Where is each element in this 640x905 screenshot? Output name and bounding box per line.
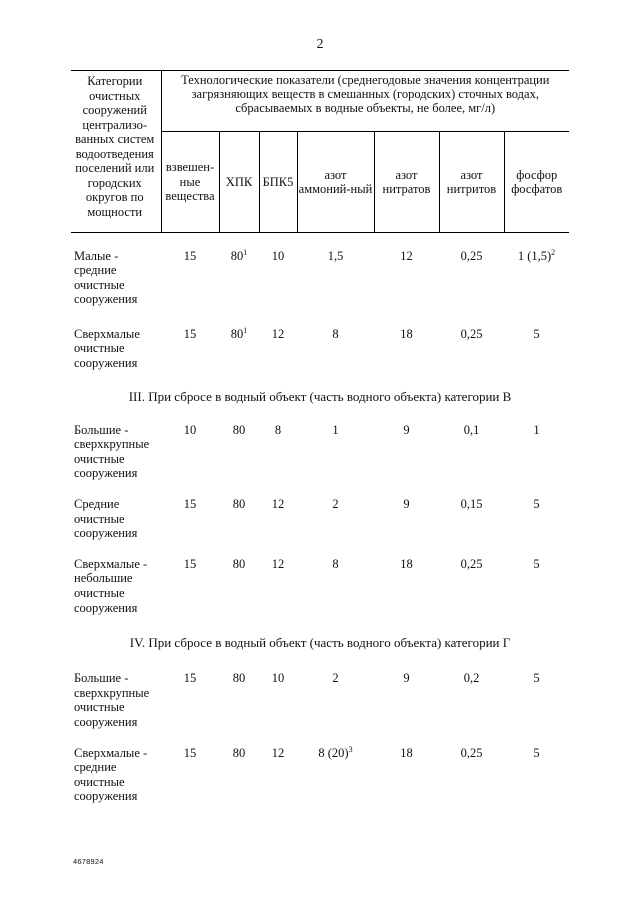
cell-value: 0,2 [463, 671, 480, 686]
cell-value: 80 [232, 422, 246, 437]
header-col-bod5: БПК5 [259, 132, 297, 233]
cell-value: 0,25 [460, 745, 483, 760]
cell-value: 8 $(20)^3$ [318, 744, 353, 760]
section-heading-c: IV. При сбросе в водный объект (часть водного объекта) категории Г [129, 635, 511, 651]
cell-value: 10 [271, 671, 285, 686]
header-col-suspended: взвешен-ные вещества [161, 132, 219, 233]
cell-value: 1 $(1,5)^2$ [517, 247, 556, 263]
cell-value: 80 [232, 556, 246, 571]
header-col-nitrates: азот нитратов [374, 132, 439, 233]
cell-value: 0,1 [463, 422, 480, 437]
cell-value: 10 [271, 248, 285, 263]
cell-value: 12 [271, 556, 285, 571]
table-row [71, 249, 569, 307]
header-col-ammonium: азот аммоний-ный [297, 132, 374, 233]
cell-value: 15 [183, 671, 197, 686]
cell-value: 9 [403, 497, 410, 512]
cell-value: 5 [533, 556, 540, 571]
table-row [71, 671, 569, 729]
cell-value: 1 [533, 422, 540, 437]
cell-value: 80 [232, 497, 246, 512]
cell-value: 15 [183, 326, 197, 341]
header-col-phosphates: фосфор фосфатов [504, 132, 569, 233]
header-category: Категории очистных сооружений централизо-ванных систем водоотведения поселений или городских округов по мощности [71, 71, 161, 233]
cell-value: 8 [332, 556, 339, 571]
header-indicators: Технологические показатели (среднегодовые значения концентрации загрязняющих веществ в смешанных (городских) сточных водах, сбрасываемых в водные объекты, не более, мг/л) [161, 71, 569, 132]
cell-value: 18 [400, 326, 413, 341]
row-category: Малые - средние очистные сооружения [74, 248, 138, 307]
cell-value: $80^1$ [230, 325, 248, 341]
footnote-marker: 2 [551, 247, 556, 257]
cell-value: 15 [183, 248, 197, 263]
header-col-cod: ХПК [219, 132, 259, 233]
cell-value: 5 [533, 326, 540, 341]
row-category: Большие - сверхкрупные очистные сооружения [74, 422, 150, 481]
cell-value: 1 [332, 422, 339, 437]
document-number: 4678924 [73, 857, 104, 866]
cell-value: 12 [271, 745, 285, 760]
cell-value: 5 [533, 671, 540, 686]
pollutant-limits-table [71, 70, 569, 804]
cell-value: 2 [332, 671, 339, 686]
cell-value: 12 [271, 326, 285, 341]
cell-value: 12 [400, 248, 413, 263]
table-row [71, 557, 569, 615]
footnote-marker: 3 [348, 744, 353, 754]
table-row [71, 423, 569, 481]
cell-value: 0,15 [460, 497, 483, 512]
cell-value: 2 [332, 497, 339, 512]
row-category: Сверхмалые - небольшие очистные сооружения [74, 556, 148, 615]
page-number: 2 [316, 37, 324, 52]
cell-value: 18 [400, 745, 413, 760]
cell-value: 80 [232, 745, 246, 760]
cell-value: 15 [183, 745, 197, 760]
table-row [71, 327, 569, 371]
footnote-marker: 1 [243, 325, 248, 335]
cell-value: 18 [400, 556, 413, 571]
header-col-nitrites: азот нитритов [439, 132, 504, 233]
cell-value: $80^1$ [230, 247, 248, 263]
footnote-marker: 1 [243, 247, 248, 257]
cell-value: 9 [403, 671, 410, 686]
cell-value: 12 [271, 497, 285, 512]
cell-value: 0,25 [460, 248, 483, 263]
table-row [71, 497, 569, 541]
cell-value: 15 [183, 556, 197, 571]
table-row [71, 746, 569, 804]
cell-value: 15 [183, 497, 197, 512]
cell-value: 5 [533, 745, 540, 760]
cell-value: 8 [332, 326, 339, 341]
cell-value: 5 [533, 497, 540, 512]
row-category: Большие - сверхкрупные очистные сооружения [74, 671, 150, 729]
cell-value: 8 [274, 422, 282, 437]
cell-value: 9 [403, 422, 410, 437]
row-category: Сверхмалые очистные сооружения [74, 326, 140, 371]
row-category: Сверхмалые - средние очистные сооружения [74, 745, 148, 804]
section-heading-b: III. При сбросе в водный объект (часть водного объекта) категории В [128, 388, 512, 404]
cell-value: 0,25 [460, 326, 483, 341]
row-category: Средние очистные сооружения [74, 497, 138, 541]
cell-value: 0,25 [460, 556, 483, 571]
cell-value: 1,5 [327, 248, 344, 263]
cell-value: 10 [183, 422, 197, 437]
cell-value: 80 [232, 671, 246, 686]
